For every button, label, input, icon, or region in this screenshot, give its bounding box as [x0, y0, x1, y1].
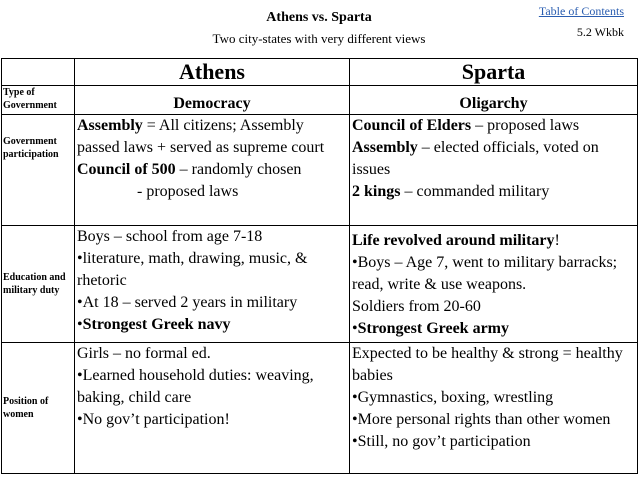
text-line: •Gymnastics, boxing, wrestling: [352, 389, 554, 406]
athens-women-cell: [75, 343, 350, 474]
table-row: [2, 86, 638, 115]
workbook-page-ref: 5.2 Wkbk: [576, 25, 624, 39]
text-line: •Still, no gov’t participation: [352, 433, 531, 450]
text-line: Council of 500 – randomly chosen: [77, 161, 302, 178]
table-row: [2, 115, 638, 226]
text-line: Life revolved around military!: [352, 232, 560, 249]
row-label-government-type: Type of Government: [2, 86, 75, 115]
row-label-women: Position of women: [2, 343, 75, 474]
row-label-text: Government participation: [3, 136, 59, 160]
text-line: Assembly – elected officials, voted on issues: [352, 139, 599, 178]
table-row: [2, 226, 638, 343]
corner-cell: [2, 59, 75, 86]
athens-government-type: Democracy: [75, 86, 350, 115]
text-line: •More personal rights than other women: [352, 411, 611, 428]
table-row: [2, 343, 638, 474]
sparta-government-type: Oligarchy: [350, 86, 638, 115]
column-header-athens: Athens: [75, 59, 350, 86]
sparta-participation-cell: [350, 115, 638, 226]
text-line: •Boys – Age 7, went to military barracks; read, write & use weapons.: [352, 254, 618, 293]
page-subtitle: Two city-states with very different views: [212, 31, 426, 46]
sparta-women-cell: [350, 343, 638, 474]
table-of-contents-link[interactable]: Table of Contents: [538, 4, 624, 18]
header-row: [2, 59, 638, 86]
text-line: Boys – school from age 7-18: [77, 228, 263, 245]
text-line: Soldiers from 20-60: [352, 298, 481, 315]
text-line: •Learned household duties: weaving, baking, child care: [77, 367, 314, 406]
athens-participation-cell: [75, 115, 350, 226]
text-line: •At 18 – served 2 years in military: [77, 294, 298, 311]
text-line: •No gov’t participation!: [77, 411, 230, 428]
athens-education-cell: [75, 226, 350, 343]
text-line: 2 kings – commanded military: [352, 183, 550, 200]
text-line: Council of Elders – proposed laws: [352, 117, 580, 134]
text-line: Expected to be healthy & strong = healthy babies: [352, 345, 623, 384]
row-label-participation: [2, 115, 75, 226]
page-title: Athens vs. Sparta: [266, 10, 372, 25]
text-line: •literature, math, drawing, music, & rhetoric: [77, 250, 308, 289]
text-line: •Strongest Greek army: [352, 320, 509, 337]
text-line: •Strongest Greek navy: [77, 316, 231, 333]
row-label-education: Education and military duty: [2, 226, 75, 343]
text-line: Assembly = All citizens; Assembly passed laws + served as supreme court: [77, 117, 325, 156]
text-line: Girls – no formal ed.: [77, 345, 211, 362]
column-header-sparta: Sparta: [350, 59, 638, 86]
sparta-education-cell: [350, 226, 638, 343]
text-line: - proposed laws: [137, 183, 239, 200]
comparison-table: [1, 58, 638, 474]
